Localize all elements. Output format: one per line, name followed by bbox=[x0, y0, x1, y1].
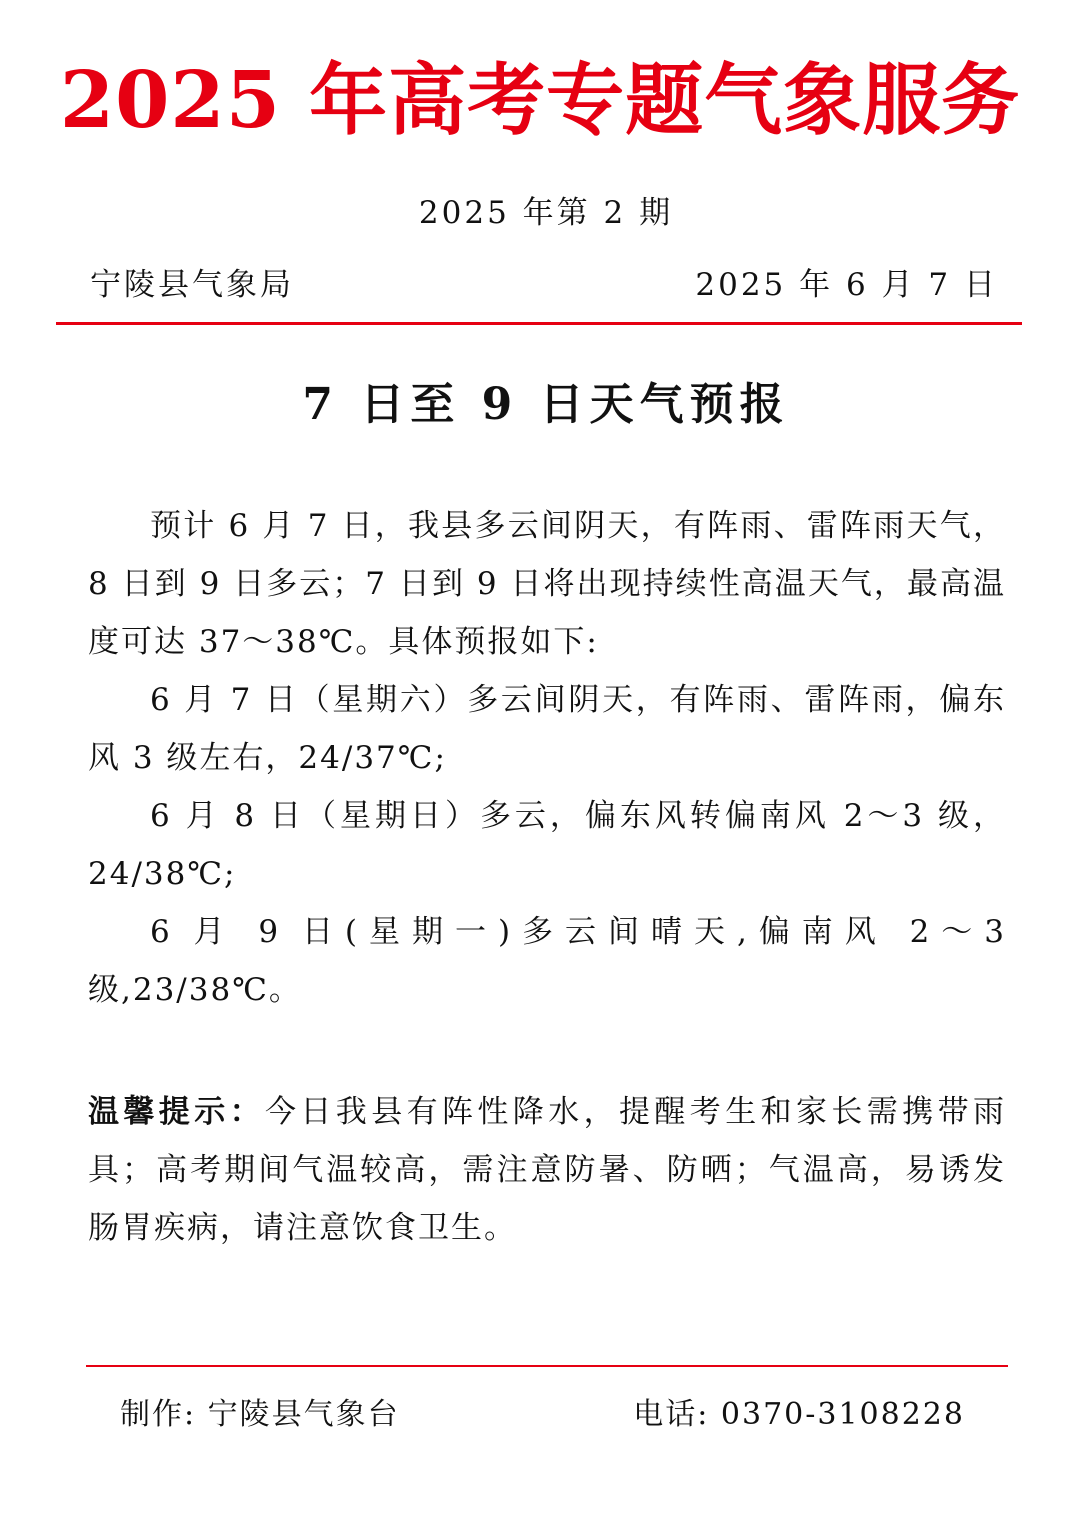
publish-date: 2025 年 6 月 7 日 bbox=[695, 267, 998, 303]
warm-tip bbox=[88, 1083, 1006, 1257]
forecast-summary-paragraph: 预计 6 月 7 日，我县多云间阴天，有阵雨、雷阵雨天气，8 日到 9 日多云；7 日到 9 日将出现持续性高温天气，最高温度可达 37～38℃。具体预报如下: bbox=[88, 508, 1006, 660]
forecast-day-7-paragraph: 6 月 7 日（星期六）多云间阴天，有阵雨、雷阵雨，偏东风 3 级左右，24/37℃; bbox=[88, 682, 1006, 776]
forecast-day-8-paragraph: 6 月 8 日（星期日）多云，偏东风转偏南风 2～3 级，24/38℃; bbox=[88, 798, 1006, 892]
forecast-headline: 7 日至 9 日天气预报 bbox=[302, 379, 790, 430]
forecast-body bbox=[88, 497, 1006, 1019]
warm-tip-text: 今日我县有阵性降水，提醒考生和家长需携带雨具；高考期间气温较高，需注意防暑、防晒；气温高，易诱发肠胃疾病，请注意饮食卫生。 bbox=[88, 1094, 1006, 1246]
warm-tip-label: 温馨提示： bbox=[88, 1094, 265, 1130]
red-divider-bottom bbox=[86, 1365, 1008, 1367]
producer-credit: 制作: 宁陵县气象台 bbox=[120, 1397, 400, 1432]
masthead-title: 2025 年高考专题气象服务 bbox=[59, 55, 1021, 146]
issue-number: 2025 年第 2 期 bbox=[418, 195, 674, 231]
red-divider-top bbox=[56, 322, 1022, 325]
publisher: 宁陵县气象局 bbox=[90, 267, 294, 303]
footer-row bbox=[120, 1397, 965, 1432]
contact-phone: 电话: 0370-3108228 bbox=[633, 1397, 965, 1432]
meta-row bbox=[90, 267, 998, 303]
forecast-day-9-paragraph: 6 月 9 日(星期一)多云间晴天,偏南风 2～3 级,23/38℃。 bbox=[88, 914, 1006, 1008]
